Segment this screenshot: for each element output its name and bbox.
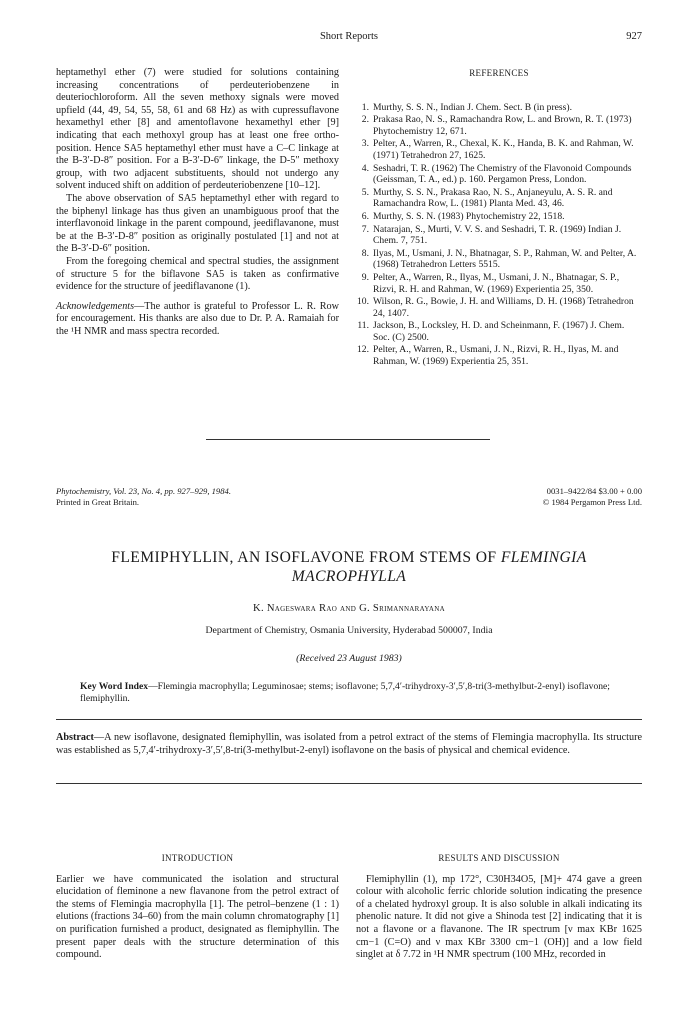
abstract-label: Abstract <box>56 732 94 743</box>
reference-text: Murthy, S. S. N., Prakasa Rao, N. S., Anjaneyulu, A. S. R. and Ramachandra Row, L. (1981) Planta Med. 43, 46. <box>373 186 613 210</box>
received-date: (Received 23 August 1983) <box>296 653 402 664</box>
reference-text: Prakasa Rao, N. S., Ramachandra Row, L. and Brown, R. T. (1973) Phytochemistry 12, 671. <box>373 114 632 137</box>
reference-text: Murthy, S. S. N. (1983) Phytochemistry 22, 1518. <box>373 210 565 222</box>
copyright-line: © 1984 Pergamon Press Ltd. <box>542 497 642 507</box>
body-paragraph: The above observation of SA5 heptamethyl ether with regard to the biphenyl linkage has thus given an unambiguous proof that the interflavonoid linkage in the parent compound, jeediflavanone, must be at the B-3′-D-8″ position as originally postulated [1] and not at the B-3′-D-6″ position. <box>56 192 339 255</box>
references-list <box>356 102 642 368</box>
printed-in: Printed in Great Britain. <box>56 497 140 507</box>
reference-number: 6. <box>361 210 369 222</box>
journal-citation <box>56 486 231 508</box>
article-title <box>56 548 642 586</box>
reference-number: 12. <box>357 344 369 356</box>
keyword-index <box>80 681 620 705</box>
acknowledgements-label: Acknowledgements <box>56 300 135 312</box>
reference-item <box>356 138 642 161</box>
title-line: FLEMIPHYLLIN, AN ISOFLAVONE FROM STEMS OF <box>111 549 497 566</box>
abstract-text: —A new isoflavone, designated flemiphyllin, was isolated from a petrol extract of the stems of Flemingia macrophylla. Its structure was established as 5,7,4′-trihydroxy-3′,5′,8-tri(3-methylbut-2-enyl) isoflavone on the basis of physical and chemical evidence. <box>56 732 642 756</box>
abstract <box>56 732 642 757</box>
reference-number: 9. <box>361 271 369 283</box>
results-heading: RESULTS AND DISCUSSION <box>438 853 560 863</box>
reference-number: 10. <box>357 296 369 308</box>
reference-item <box>356 320 642 343</box>
keyword-text: —Flemingia macrophylla; Leguminosae; stems; isoflavone; 5,7,4′-trihydroxy-3′,5′,8-tri(3-methylbut-2-enyl) isoflavone; flemiphyllin. <box>80 681 610 704</box>
acknowledgements <box>56 301 339 339</box>
title-species: MACROPHYLLA <box>291 568 407 585</box>
introduction-section <box>56 852 339 962</box>
references-section <box>356 67 642 369</box>
running-head-title: Short Reports <box>319 31 379 42</box>
results-text: Flemiphyllin (1), mp 172°, C30H34O5, [M]+ 474 gave a green colour with alcoholic ferric chloride solution indicating the presence of a chelated hydroxyl group. It is also soluble in alkali indicating its phenolic nature. It did not give a Shinoda test [2] indicating that it is not a flavone or a flavanone. The IR spectrum [ν max KBr 1625 cm−1 (C=O) and ν max KBr 3300 cm−1 (OH)] and a low field singlet at δ 7.72 in ¹H NMR spectrum (100 MHz, recorded in <box>356 873 642 961</box>
acknowledgements-text: —The author is grateful to Professor L. R. Row for encouragement. His thanks are also due to Dr. P. A. Ramaiah for the ¹H NMR and mass spectra recorded. <box>56 300 339 337</box>
reference-text: Jackson, B., Locksley, H. D. and Scheinmann, F. (1967) J. Chem. Soc. (C) 2500. <box>373 320 625 343</box>
continued-text-column <box>56 67 339 338</box>
reference-text: Wilson, R. G., Bowie, J. H. and Williams, D. H. (1968) Tetrahedron 24, 1407. <box>373 296 634 319</box>
reference-text: Pelter, A., Warren, R., Chexal, K. K., Handa, B. K. and Rahman, W. (1971) Tetrahedron 27, 1625. <box>373 138 634 161</box>
reference-item <box>356 163 642 186</box>
title-genus: FLEMINGIA <box>500 549 587 566</box>
reference-item <box>356 211 642 223</box>
reference-number: 11. <box>357 320 369 332</box>
abstract-bottom-rule <box>56 783 642 784</box>
references-heading: REFERENCES <box>469 68 529 78</box>
keyword-label: Key Word Index <box>80 681 149 692</box>
body-paragraph: heptamethyl ether (7) were studied for solutions containing increasing concentrations of perdeuteriobenzene in deuteriochloroform. All the seven methoxy signals were moved upfield (44, 49, 54, 55, 58, 61 and 68 Hz) as with cupressuflavone hexamethyl ether [8] and amentoflavone hexamethyl ether [9] indicating that each methoxyl group has at least one free ortho-position. Hence SA5 heptamethyl ether must have a C–C linkage at the B-3′-D-8″ position. For a B-3′-D-6″ linkage, the D-5″ methoxy group, with two adjacent substituents, should not undergo any solvent induced shift on addition of perdeuteriobenzene [10–12]. <box>56 67 339 192</box>
reference-number: 1. <box>361 101 369 113</box>
results-section <box>356 852 642 962</box>
reference-item <box>356 344 642 367</box>
section-divider <box>206 439 490 440</box>
journal-citation-line: Phytochemistry, Vol. 23, No. 4, pp. 927–929, 1984. <box>56 486 231 496</box>
reference-item <box>356 296 642 319</box>
reference-number: 8. <box>361 247 369 259</box>
page-number: 927 <box>626 31 642 42</box>
reference-item <box>356 248 642 271</box>
reference-number: 4. <box>361 162 369 174</box>
reference-item <box>356 102 642 114</box>
body-paragraph: From the foregoing chemical and spectral studies, the assignment of structure 5 for the biflavone SA5 is taken as confirmative evidence for the structure of jeediflavanone (1). <box>56 255 339 293</box>
reference-number: 3. <box>361 138 369 150</box>
affiliation: Department of Chemistry, Osmania University, Hyderabad 500007, India <box>205 625 493 636</box>
reference-number: 7. <box>361 223 369 235</box>
authors: K. Nageswara Rao and G. Srimannarayana <box>253 603 445 614</box>
abstract-top-rule <box>56 719 642 720</box>
introduction-text: Earlier we have communicated the isolation and structural elucidation of fleminone a new flavanone from the petrol extract of the stems of Flemingia macrophylla [1]. The petrol–benzene (1 : 1) elutions (fractions 34–60) from the main column chromatography [1] on purification furnished a product, designated as flemiphyllin. The present paper deals with the structure determination of this compound. <box>56 873 339 961</box>
introduction-heading: INTRODUCTION <box>161 853 234 863</box>
reference-item <box>356 224 642 247</box>
reference-item <box>356 187 642 210</box>
reference-text: Pelter, A., Warren, R., Usmani, J. N., Rizvi, R. H., Ilyas, M. and Rahman, W. (1969) Experientia 25, 351. <box>373 344 619 368</box>
reference-text: Ilyas, M., Usmani, J. N., Bhatnagar, S. P., Rahman, W. and Pelter, A. (1968) Tetrahedron Letters 5515. <box>373 247 637 271</box>
journal-price-copyright <box>543 486 642 508</box>
reference-text: Natarajan, S., Murti, V. V. S. and Seshadri, T. R. (1969) Indian J. Chem. 7, 751. <box>373 223 622 247</box>
reference-text: Seshadri, T. R. (1962) The Chemistry of the Flavonoid Compounds (Geissman, T. A., ed.) p. 160. Pergamon Press, London. <box>373 162 632 186</box>
reference-number: 5. <box>361 186 369 198</box>
reference-text: Pelter, A., Warren, R., Ilyas, M., Usmani, J. N., Bhatnagar, S. P., Rizvi, R. H. and Rahman, W. (1969) Experientia 25, 350. <box>373 271 620 295</box>
reference-item <box>356 272 642 295</box>
reference-item <box>356 114 642 137</box>
running-head <box>56 31 642 45</box>
reference-text: Murthy, S. S. N., Indian J. Chem. Sect. B (in press). <box>373 101 572 113</box>
journal-price-code: 0031–9422/84 $3.00 + 0.00 <box>546 486 642 496</box>
reference-number: 2. <box>361 114 369 126</box>
